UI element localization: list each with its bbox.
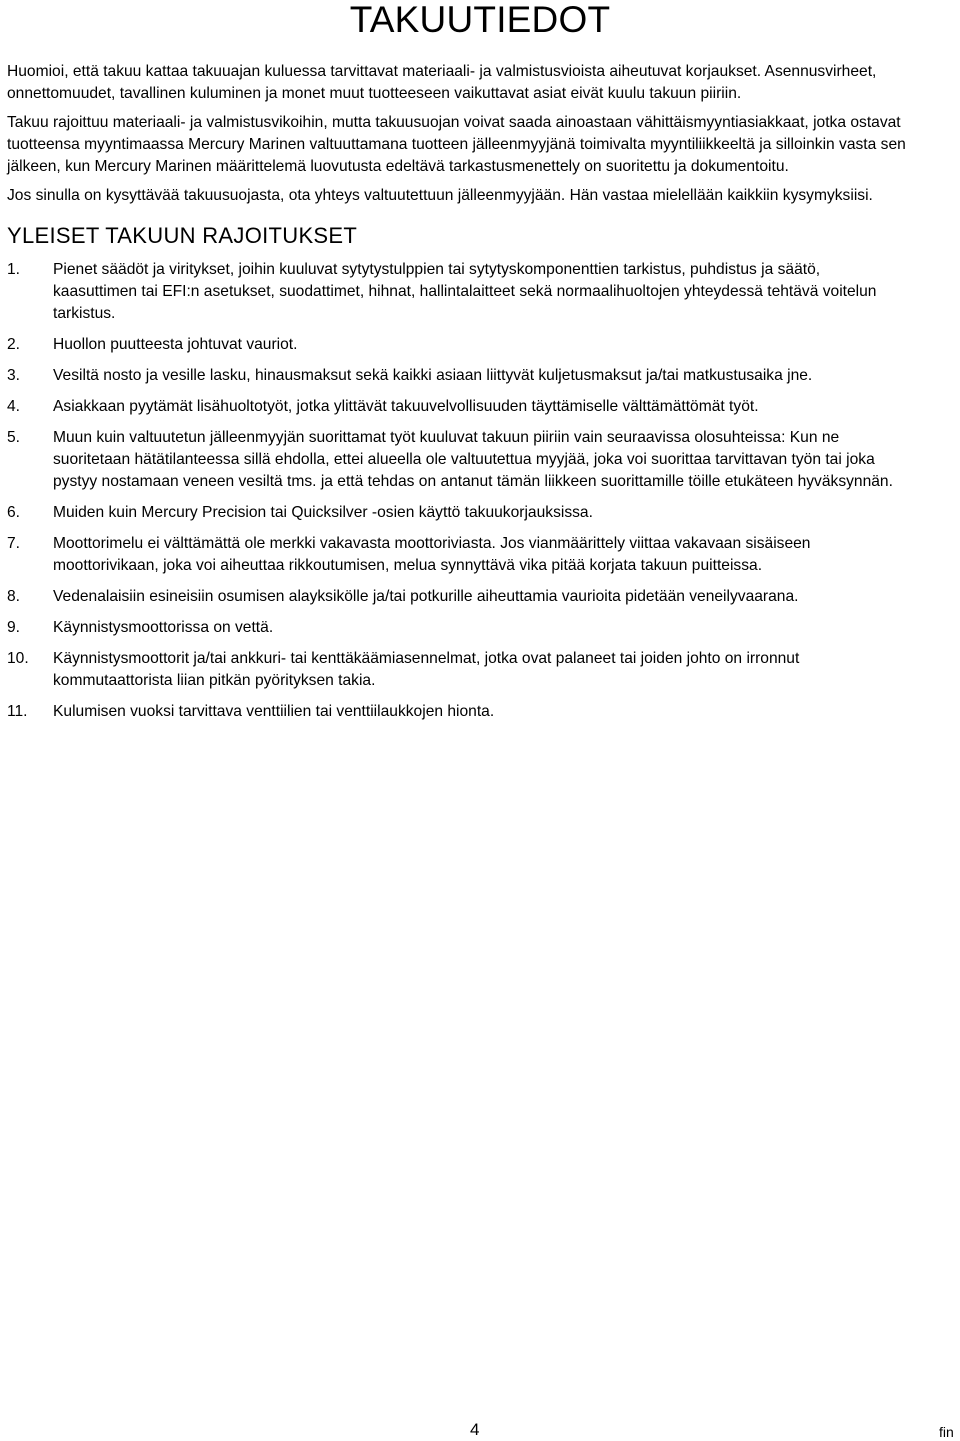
- list-item: [7, 427, 907, 493]
- page-number: 4: [470, 1420, 480, 1439]
- list-item: [7, 701, 907, 723]
- list-item: [7, 259, 907, 325]
- list-item-text: Käynnistysmoottorissa on vettä.: [53, 619, 274, 636]
- list-item-number: 7.: [7, 535, 21, 552]
- list-item-number: 4.: [7, 398, 21, 415]
- list-item: [7, 586, 907, 608]
- list-item: [7, 617, 907, 639]
- list-item-text: Pienet säädöt ja viritykset, joihin kuuluvat sytytystulppien tai sytytyskomponenttien tarkistus, puhdistus ja säätö, kaasuttimen tai EFI:n asetukset, suodattimet, hihnat, hallintalaitteet sekä normaalihuoltojen yhteydessä tehtävä voitelun tarkistus.: [53, 261, 877, 322]
- contact-paragraph: Jos sinulla on kysyttävää takuusuojasta, ota yhteys valtuutettuun jälleenmyyjään. Hän vastaa mielellään kaikkiin kysymyksiisi.: [7, 187, 873, 204]
- list-item: [7, 396, 907, 418]
- list-item: [7, 648, 907, 692]
- list-item-text: Käynnistysmoottorit ja/tai ankkuri- tai kenttäkäämiasennelmat, jotka ovat palaneet tai joiden johto on irronnut kommutaattorista liian pitkän pyörityksen takia.: [53, 650, 800, 689]
- limitations-list: [7, 259, 907, 723]
- list-item-number: 8.: [7, 588, 21, 605]
- list-item-text: Kulumisen vuoksi tarvittava venttiilien tai venttiilaukkojen hionta.: [53, 703, 495, 720]
- list-item-text: Huollon puutteesta johtuvat vauriot.: [53, 336, 298, 353]
- list-item: [7, 334, 907, 356]
- list-item-text: Moottorimelu ei välttämättä ole merkki vakavasta moottoriviasta. Jos vianmäärittely viittaa vakavaan sisäiseen moottorivikaan, joka voi aiheuttaa rikkoutumisen, melua synnyttävä vika pitää korjata takuun puitteissa.: [53, 535, 811, 574]
- list-item-text: Muun kuin valtuutetun jälleenmyyjän suorittamat työt kuuluvat takuun piiriin vain seuraavissa olosuhteissa: Kun ne suoritetaan hätätilanteessa sillä ehdolla, ettei alueella ole valtuutettua myyjää, joka voi suorittaa tarvittavan työn tai joka pystyy nostamaan veneen vesiltä tms. ja että tehdas on antanut tämän liikkeen suorittamille töille etukäteen hyväksynnän.: [53, 429, 893, 490]
- list-item: [7, 502, 907, 524]
- intro-paragraph: Huomioi, että takuu kattaa takuuajan kuluessa tarvittavat materiaali- ja valmistusvioista aiheutuvat korjaukset. Asennusvirheet, onnettomuudet, tavallinen kuluminen ja monet muut tuotteeseen vaikuttavat asiat eivät kuulu takuun piiriin.: [7, 63, 877, 102]
- list-item: [7, 533, 907, 577]
- list-item-number: 10.: [7, 650, 29, 667]
- list-item-number: 9.: [7, 619, 21, 636]
- language-code: fin: [939, 1424, 954, 1440]
- list-item-text: Muiden kuin Mercury Precision tai Quicksilver -osien käyttö takuukorjauksissa.: [53, 504, 593, 521]
- page-title: TAKUUTIEDOT: [349, 0, 611, 40]
- limitation-paragraph: Takuu rajoittuu materiaali- ja valmistusvikoihin, mutta takuusuojan voivat saada ainoastaan vähittäismyyntiasiakkaat, jotka ostavat tuotteensa myyntimaassa Mercury Marinen valtuuttamana tuotteen jälleenmyyjänä toimivalta myyntiliikkeeltä ja silloinkin vasta sen jälkeen, kun Mercury Marinen määrittelemä luovutusta edeltävä tarkastusmenettely on suoritettu ja dokumentoitu.: [7, 114, 906, 175]
- list-item-number: 2.: [7, 336, 21, 353]
- list-item-text: Vedenalaisiin esineisiin osumisen alayksikölle ja/tai potkurille aiheuttamia vaurioita pidetään veneilyvaarana.: [53, 588, 799, 605]
- list-item-number: 1.: [7, 261, 21, 278]
- list-item: [7, 365, 907, 387]
- list-item-text: Asiakkaan pyytämät lisähuoltotyöt, jotka ylittävät takuuvelvollisuuden täyttämiselle välttämättömät työt.: [53, 398, 759, 415]
- list-item-number: 6.: [7, 504, 21, 521]
- list-item-text: Vesiltä nosto ja vesille lasku, hinausmaksut sekä kaikki asiaan liittyvät kuljetusmaksut ja/tai matkustusaika jne.: [53, 367, 813, 384]
- list-item-number: 11.: [7, 703, 28, 720]
- list-item-number: 5.: [7, 429, 21, 446]
- section-heading: YLEISET TAKUUN RAJOITUKSET: [7, 223, 358, 248]
- list-item-number: 3.: [7, 367, 21, 384]
- document-body: [7, 61, 907, 732]
